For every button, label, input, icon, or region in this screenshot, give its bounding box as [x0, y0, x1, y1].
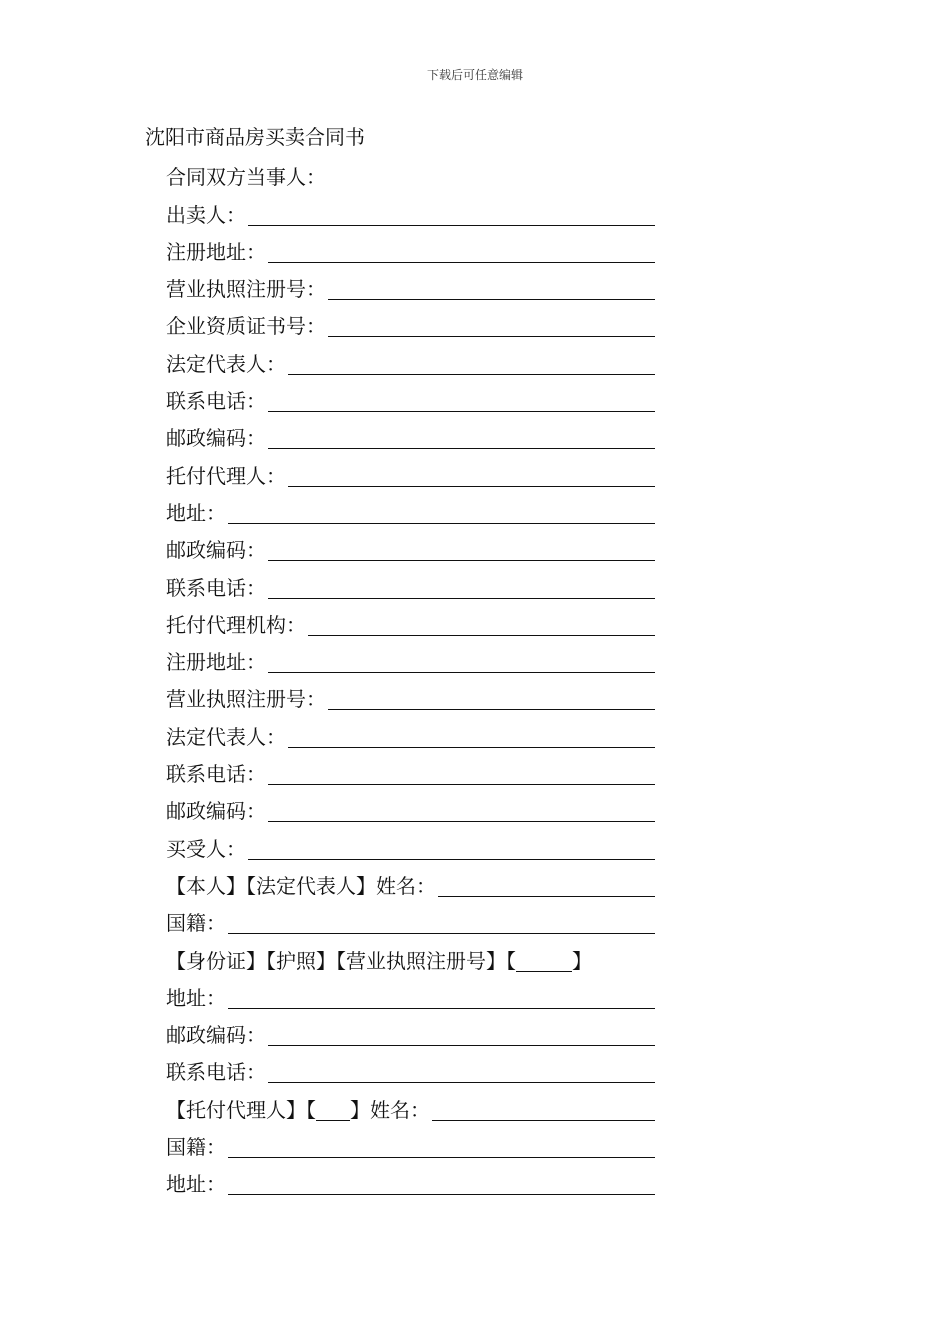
form-line — [166, 1165, 655, 1202]
field-label: 联系电话： — [166, 762, 266, 787]
fill-in-blank[interactable] — [228, 1135, 655, 1158]
form-line — [166, 792, 655, 829]
field-label: 法定代表人： — [166, 724, 286, 749]
field-label: 国籍： — [166, 1135, 226, 1160]
form-line — [166, 195, 655, 232]
field-label: 国籍： — [166, 911, 226, 936]
form-lines — [166, 158, 655, 1202]
form-line — [166, 419, 655, 456]
field-label: 邮政编码： — [166, 426, 266, 451]
field-label: 法定代表人： — [166, 351, 286, 376]
fill-in-blank[interactable] — [228, 986, 655, 1009]
field-label: 托付代理人： — [166, 463, 286, 488]
field-label: 买受人： — [166, 836, 246, 861]
fill-in-blank[interactable] — [268, 538, 655, 561]
form-line — [166, 680, 655, 717]
fill-in-blank[interactable] — [228, 501, 655, 524]
field-label: 企业资质证书号： — [166, 314, 326, 339]
field-label: 邮政编码： — [166, 538, 266, 563]
fill-in-blank[interactable] — [328, 314, 655, 337]
form-line — [166, 606, 655, 643]
form-line — [166, 1016, 655, 1053]
fill-in-blank[interactable] — [268, 650, 655, 673]
seller-section — [166, 158, 655, 941]
buyer-agent-name-blank[interactable] — [432, 1098, 655, 1121]
buyer-agent-other-blank[interactable] — [316, 1100, 350, 1121]
form-line — [166, 531, 655, 568]
id-type-options: 【身份证】【护照】【营业执照注册号】【 — [166, 948, 516, 973]
fill-in-blank[interactable] — [228, 1172, 655, 1195]
fill-in-blank[interactable] — [268, 576, 655, 599]
form-line — [166, 456, 655, 493]
id-type-other-blank[interactable] — [516, 951, 572, 972]
field-label: 托付代理机构： — [166, 612, 306, 637]
fill-in-blank[interactable] — [288, 352, 655, 375]
field-label: 注册地址： — [166, 650, 266, 675]
field-label: 合同双方当事人： — [166, 165, 326, 190]
buyer-agent-line — [166, 1090, 655, 1127]
form-line — [166, 270, 655, 307]
field-label: 联系电话： — [166, 575, 266, 600]
field-label: 【本人】【法定代表人】姓名： — [166, 873, 436, 898]
buyer-agent-name-label: 】姓名： — [350, 1097, 430, 1122]
field-label: 地址： — [166, 985, 226, 1010]
field-label: 联系电话： — [166, 389, 266, 414]
fill-in-blank[interactable] — [288, 464, 655, 487]
fill-in-blank[interactable] — [268, 240, 655, 263]
field-label: 联系电话： — [166, 1060, 266, 1085]
fill-in-blank[interactable] — [308, 613, 655, 636]
fill-in-blank[interactable] — [268, 389, 655, 412]
fill-in-blank[interactable] — [268, 1023, 655, 1046]
field-label: 营业执照注册号： — [166, 687, 326, 712]
form-line — [166, 494, 655, 531]
field-label: 邮政编码： — [166, 1023, 266, 1048]
form-line — [166, 867, 655, 904]
form-line — [166, 568, 655, 605]
fill-in-blank[interactable] — [288, 725, 655, 748]
form-line — [166, 643, 655, 680]
form-line — [166, 1128, 655, 1165]
fill-in-blank[interactable] — [228, 911, 655, 934]
fill-in-blank[interactable] — [438, 874, 655, 897]
form-line — [166, 382, 655, 419]
document-title: 沈阳市商品房买卖合同书 — [145, 125, 365, 149]
field-label: 地址： — [166, 1172, 226, 1197]
form-line — [166, 755, 655, 792]
field-label: 营业执照注册号： — [166, 277, 326, 302]
fill-in-blank[interactable] — [268, 426, 655, 449]
id-type-line — [166, 941, 655, 978]
form-line — [166, 904, 655, 941]
fill-in-blank[interactable] — [248, 203, 655, 226]
field-label: 出卖人： — [166, 202, 246, 227]
fill-in-blank[interactable] — [268, 762, 655, 785]
form-line — [166, 158, 655, 195]
id-type-close-bracket: 】 — [572, 948, 592, 973]
field-label: 注册地址： — [166, 239, 266, 264]
form-line — [166, 1053, 655, 1090]
header-note: 下载后可任意编辑 — [426, 68, 523, 82]
form-line — [166, 829, 655, 866]
buyer-agent-options: 【托付代理人】【 — [166, 1097, 316, 1122]
fill-in-blank[interactable] — [268, 1060, 655, 1083]
fill-in-blank[interactable] — [328, 687, 655, 710]
fill-in-blank[interactable] — [248, 837, 655, 860]
buyer-agent-section — [166, 1128, 655, 1203]
field-label: 地址： — [166, 500, 226, 525]
fill-in-blank[interactable] — [328, 277, 655, 300]
form-line — [166, 344, 655, 381]
buyer-contact-section — [166, 979, 655, 1091]
form-line — [166, 717, 655, 754]
field-label: 邮政编码： — [166, 799, 266, 824]
fill-in-blank[interactable] — [268, 799, 655, 822]
form-line — [166, 979, 655, 1016]
form-line — [166, 307, 655, 344]
form-line — [166, 233, 655, 270]
